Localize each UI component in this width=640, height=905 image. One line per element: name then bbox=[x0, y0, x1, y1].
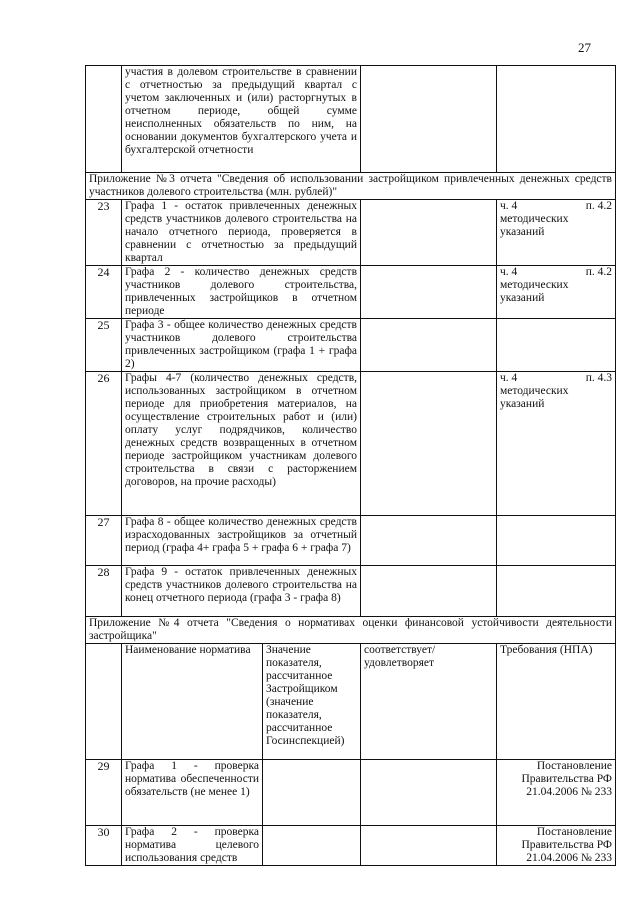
section-3-title: Приложение №3 отчета "Сведения об использовании застройщиком привлеченных денежных средств участников долевого строительства (млн. рублей)" bbox=[86, 173, 616, 200]
ref-part: ч. 4 bbox=[500, 372, 518, 384]
empty-cell bbox=[361, 372, 497, 516]
table-header-row bbox=[86, 644, 616, 760]
empty-cell bbox=[361, 66, 497, 173]
row-number: 25 bbox=[86, 319, 122, 372]
table-row bbox=[86, 66, 616, 173]
table-row bbox=[86, 760, 616, 826]
empty-cell bbox=[361, 566, 497, 617]
row-number: 26 bbox=[86, 372, 122, 516]
ref-point: п. 4.3 bbox=[585, 372, 612, 384]
complies-cell bbox=[361, 760, 497, 826]
description-cell: участия в долевом строительстве в сравнении с отчетностью за предыдущий квартал с учетом заключенных и (или) расторгнутых в отчетном периоде, общей сумме неисполненных обязательств по ним, на основании документов бухгалтерского учета и бухгалтерской отчетности bbox=[122, 66, 361, 173]
document-table bbox=[85, 65, 616, 866]
ref-point: п. 4.2 bbox=[585, 266, 612, 278]
row-number: 24 bbox=[86, 266, 122, 319]
ref-doc: методических указаний bbox=[500, 213, 569, 238]
ref-part: ч. 4 bbox=[500, 266, 518, 278]
page-number: 27 bbox=[578, 40, 591, 55]
header-value: Значение показателя, рассчитанное Застройщиком (значение показателя, рассчитанное Госинспекцией) bbox=[263, 644, 361, 760]
row-number: 23 bbox=[86, 200, 122, 266]
reference-cell bbox=[497, 266, 616, 319]
reference-cell bbox=[497, 516, 616, 566]
ref-doc: методических указаний bbox=[500, 385, 569, 410]
row-number: 27 bbox=[86, 516, 122, 566]
table-row bbox=[86, 566, 616, 617]
table-row bbox=[86, 319, 616, 372]
reference-cell bbox=[497, 566, 616, 617]
empty-cell bbox=[361, 266, 497, 319]
table-row bbox=[86, 516, 616, 566]
requirements-cell bbox=[497, 760, 616, 826]
table-row bbox=[86, 826, 616, 866]
row-number: 28 bbox=[86, 566, 122, 617]
reference-cell bbox=[497, 200, 616, 266]
ref-doc: методических указаний bbox=[500, 279, 569, 304]
description-cell: Графа 2 - количество денежных средств участников долевого строительства, привлеченных застройщиков в отчетном периоде bbox=[122, 266, 361, 319]
complies-cell bbox=[361, 826, 497, 866]
npa-text: Постановление Правительства РФ 21.04.2006 № 233 bbox=[521, 826, 612, 864]
value-cell bbox=[263, 826, 361, 866]
empty-cell bbox=[361, 516, 497, 566]
table-row bbox=[86, 200, 616, 266]
description-cell: Графы 4-7 (количество денежных средств, использованных застройщиком в отчетном периоде для приобретения материалов, на осуществление строительных работ и (или) оплату услуг подрядчиков, количество денежных средств возвращенных в отчетном периоде застройщиком участникам долевого строительства в связи с расторжением договоров, на прочие расходы) bbox=[122, 372, 361, 516]
reference-cell bbox=[497, 319, 616, 372]
ref-point: п. 4.2 bbox=[585, 200, 612, 212]
requirements-cell bbox=[497, 826, 616, 866]
header-name: Наименование норматива bbox=[122, 644, 263, 760]
section-header-row bbox=[86, 173, 616, 200]
ref-part: ч. 4 bbox=[500, 200, 518, 212]
section-4-title: Приложение №4 отчета "Сведения о нормативах оценки финансовой устойчивости деятельности застройщика" bbox=[86, 617, 616, 644]
npa-text: Постановление Правительства РФ 21.04.2006 № 233 bbox=[521, 760, 612, 798]
row-number-cell bbox=[86, 66, 122, 173]
reference-cell bbox=[497, 66, 616, 173]
section-header-row bbox=[86, 617, 616, 644]
description-cell: Графа 8 - общее количество денежных средств израсходованных застройщиков за отчетный период (графа 4+ графа 5 + графа 6 + графа 7) bbox=[122, 516, 361, 566]
value-cell bbox=[263, 760, 361, 826]
description-cell: Графа 1 - остаток привлеченных денежных средств участников долевого строительства на начало отчетного периода, проверяется в сравнении с отчетностью за предыдущий квартал bbox=[122, 200, 361, 266]
header-requirements: Требования (НПА) bbox=[497, 644, 616, 760]
empty-cell bbox=[361, 319, 497, 372]
description-cell: Графа 2 - проверка норматива целевого использования средств bbox=[122, 826, 263, 866]
reference-cell bbox=[497, 372, 616, 516]
row-number-cell bbox=[86, 644, 122, 760]
header-complies: соответствует/ удовлетворяет bbox=[361, 644, 497, 760]
table-row bbox=[86, 266, 616, 319]
empty-cell bbox=[361, 200, 497, 266]
row-number: 30 bbox=[86, 826, 122, 866]
description-cell: Графа 1 - проверка норматива обеспеченности обязательств (не менее 1) bbox=[122, 760, 263, 826]
description-cell: Графа 3 - общее количество денежных средств участников долевого строительства привлеченных застройщиком (графа 1 + графа 2) bbox=[122, 319, 361, 372]
description-cell: Графа 9 - остаток привлеченных денежных средств участников долевого строительства на конец отчетного периода (графа 3 - графа 8) bbox=[122, 566, 361, 617]
row-number: 29 bbox=[86, 760, 122, 826]
table-row bbox=[86, 372, 616, 516]
